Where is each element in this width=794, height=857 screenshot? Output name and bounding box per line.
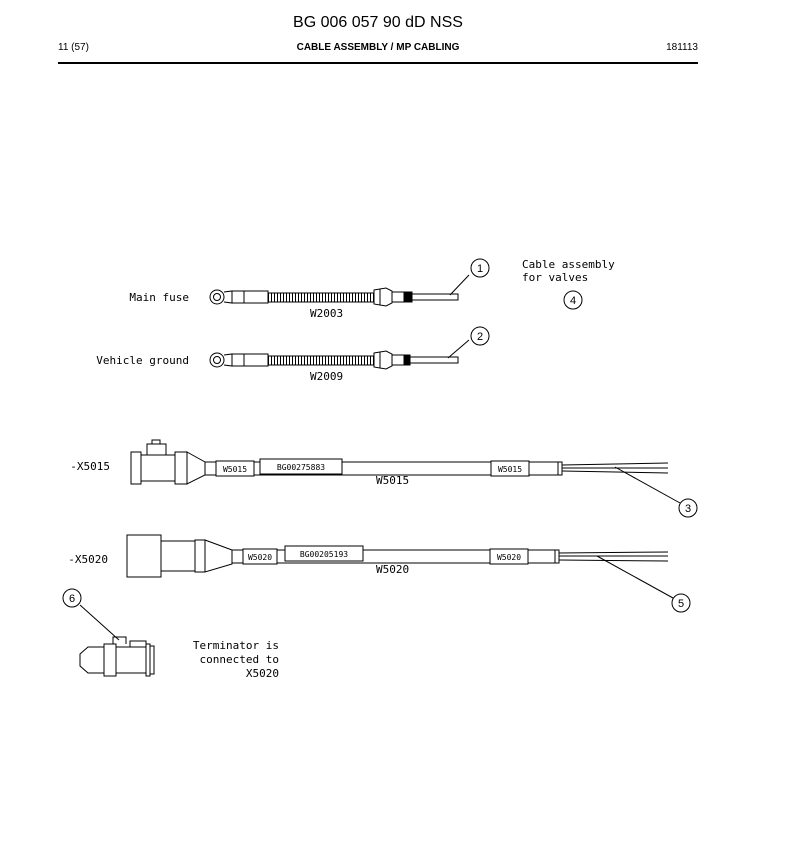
label-w2009: W2009 bbox=[310, 370, 344, 383]
corrugated-sleeve-w2003 bbox=[268, 293, 374, 302]
callout-2: 2 bbox=[476, 331, 484, 343]
terminator bbox=[80, 605, 154, 676]
leader-line-1 bbox=[450, 275, 469, 295]
cable-w2003 bbox=[210, 275, 469, 306]
tag-w5020-right: W5020 bbox=[496, 553, 522, 562]
label-main-fuse: Main fuse bbox=[129, 291, 189, 304]
leader-line-2 bbox=[448, 340, 469, 358]
corrugated-sleeve-w2009 bbox=[268, 356, 374, 365]
label-w2003: W2003 bbox=[310, 307, 344, 320]
tag-part-bg00205193: BG00205193 bbox=[299, 550, 349, 559]
connector-x5020 bbox=[127, 535, 161, 577]
label-x5015: -X5015 bbox=[70, 460, 110, 473]
tag-w5015-left: W5015 bbox=[222, 465, 248, 474]
tag-part-bg00275883: BG00275883 bbox=[276, 463, 326, 472]
cable-w5015 bbox=[131, 440, 680, 503]
label-terminator-2: connected to bbox=[199, 653, 279, 666]
label-cable-assembly-1: Cable assembly bbox=[522, 258, 615, 271]
callout-4: 4 bbox=[569, 295, 577, 307]
page-number: 11 (57) bbox=[58, 42, 89, 53]
tag-w5020-left: W5020 bbox=[247, 553, 273, 562]
ring-terminal-main-fuse bbox=[210, 290, 224, 304]
label-terminator-1: Terminator is bbox=[192, 639, 279, 652]
section-title: CABLE ASSEMBLY / MP CABLING bbox=[296, 42, 460, 53]
connector-x5015 bbox=[131, 452, 141, 484]
callout-1: 1 bbox=[476, 263, 484, 275]
callout-6: 6 bbox=[68, 593, 76, 605]
document-title: BG 006 057 90 dD NSS bbox=[293, 14, 463, 31]
label-terminator-3: X5020 bbox=[245, 667, 279, 680]
leader-line-5 bbox=[597, 556, 673, 598]
label-vehicle-ground: Vehicle ground bbox=[96, 354, 189, 367]
tag-w5015-right: W5015 bbox=[497, 465, 523, 474]
label-w5020: W5020 bbox=[376, 563, 410, 576]
callout-3: 3 bbox=[684, 503, 692, 515]
callout-5: 5 bbox=[677, 598, 685, 610]
ring-terminal-vehicle-ground bbox=[210, 353, 224, 367]
label-w5015: W5015 bbox=[376, 474, 410, 487]
label-cable-assembly-2: for valves bbox=[522, 271, 589, 284]
cable-w2009 bbox=[210, 340, 469, 369]
leader-line-6 bbox=[80, 605, 119, 640]
label-x5020: -X5020 bbox=[68, 553, 108, 566]
date-code: 181113 bbox=[666, 42, 698, 53]
